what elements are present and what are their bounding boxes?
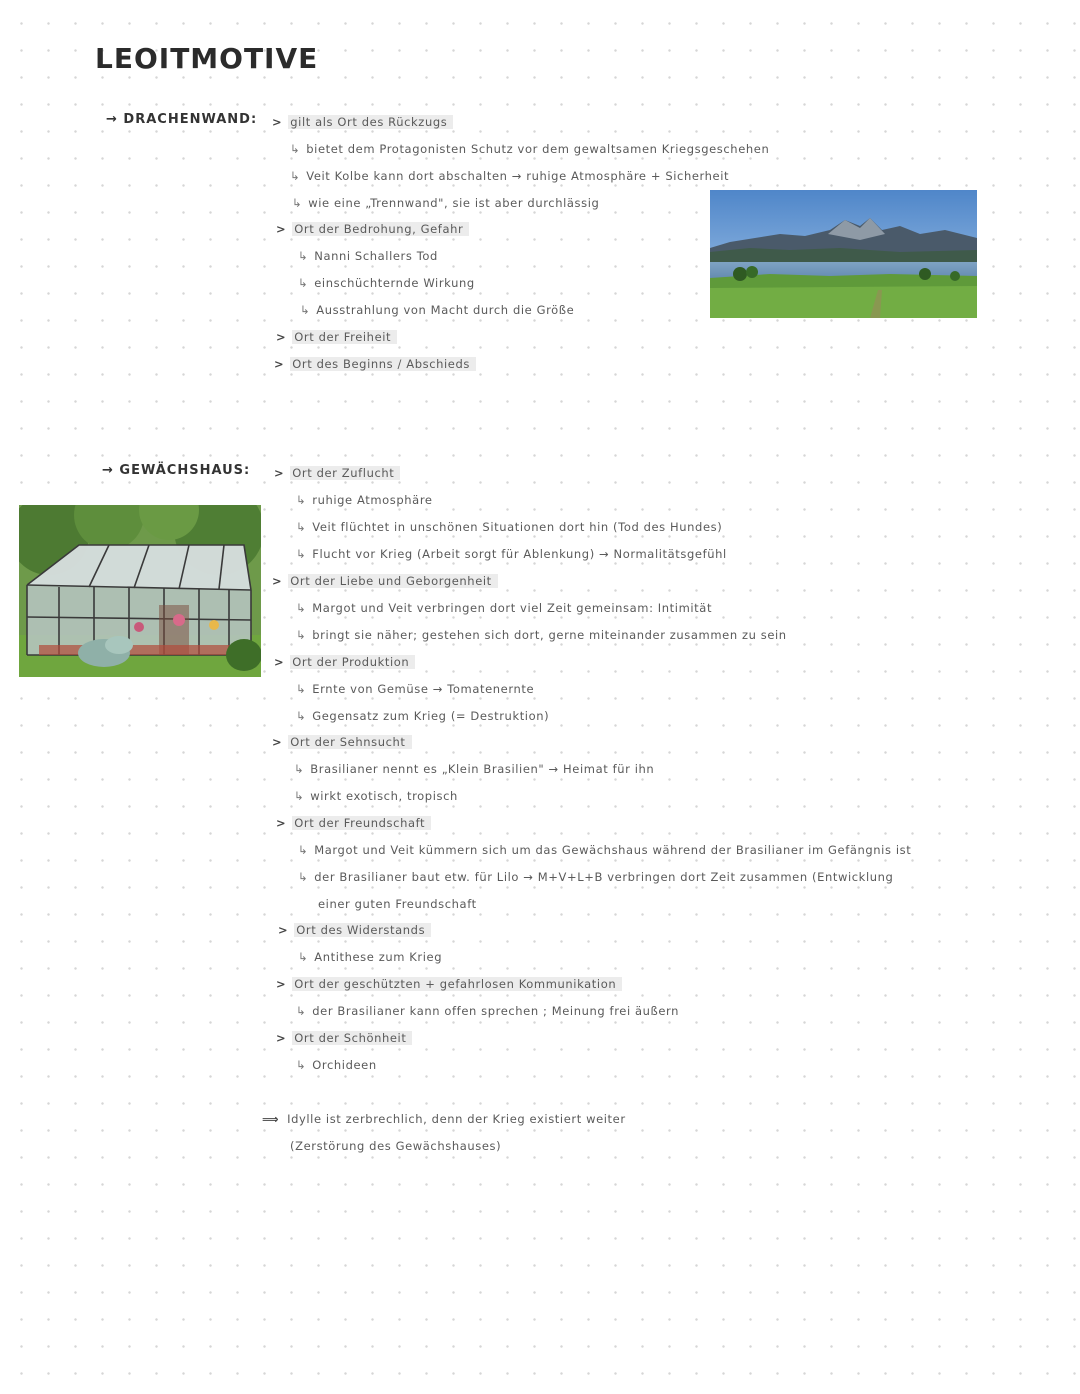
gewaechshaus-line-5 [272, 572, 498, 590]
gewaechshaus-line-text: Orchideen [312, 1058, 377, 1072]
sub-arrow-icon: ↳ [298, 950, 309, 964]
drachenwand-line-5 [276, 220, 469, 238]
gewaechshaus-line-text: der Brasilianer kann offen sprechen ; Meinung frei äußern [312, 1004, 680, 1018]
drachenwand-line-10 [274, 355, 476, 373]
gewaechshaus-line-12 [294, 760, 654, 778]
drachenwand-line-text: einschüchternde Wirkung [314, 276, 475, 290]
drachenwand-line-4 [292, 194, 599, 212]
chevron-right-icon: > [276, 222, 287, 236]
drachenwand-line-text: gilt als Ort des Rückzugs [288, 115, 453, 129]
gewaechshaus-line-1 [274, 464, 400, 482]
double-arrow-icon: ⟹ [262, 1112, 280, 1126]
gewaechshaus-line-text: Margot und Veit verbringen dort viel Zeit gemeinsam: Intimität [312, 601, 713, 615]
drachenwand-line-9 [276, 328, 397, 346]
greenhouse-photo [19, 505, 261, 677]
gewaechshaus-line-text: Ort der geschützten + gefahrlosen Kommunikation [292, 977, 622, 991]
gewaechshaus-line-text: der Brasilianer baut etw. für Lilo → M+V+L+B verbringen dort Zeit zusammen (Entwicklung [314, 870, 894, 884]
sub-arrow-icon: ↳ [298, 249, 309, 263]
gewaechshaus-line-11 [272, 733, 412, 751]
drachenwand-line-text: bietet dem Protagonisten Schutz vor dem gewaltsamen Kriegsgeschehen [306, 142, 770, 156]
gewaechshaus-line-text: bringt sie näher; gestehen sich dort, gerne miteinander zusammen zu sein [312, 628, 787, 642]
gewaechshaus-line-7 [296, 626, 787, 644]
gewaechshaus-line-text: wirkt exotisch, tropisch [310, 789, 458, 803]
sub-arrow-icon: ↳ [296, 520, 307, 534]
gewaechshaus-line-13 [294, 787, 458, 805]
sub-arrow-icon: ↳ [300, 303, 311, 317]
gewaechshaus-line-20 [276, 975, 622, 993]
sub-arrow-icon: ↳ [298, 870, 309, 884]
drachenwand-line-1 [272, 113, 453, 131]
mountain-lake-photo [710, 190, 977, 318]
sub-arrow-icon: ↳ [298, 843, 309, 857]
sub-arrow-icon: ↳ [292, 196, 303, 210]
drachenwand-line-text: Ort der Freiheit [292, 330, 397, 344]
sub-arrow-icon: ↳ [296, 493, 307, 507]
gewaechshaus-line-16 [298, 868, 893, 886]
gewaechshaus-line-text: Ort der Zuflucht [290, 466, 400, 480]
gewaechshaus-line-19 [298, 948, 442, 966]
chevron-right-icon: > [274, 466, 285, 480]
gewaechshaus-line-2 [296, 491, 433, 509]
gewaechshaus-line-text: Veit flüchtet in unschönen Situationen dort hin (Tod des Hundes) [312, 520, 723, 534]
gewaechshaus-line-text: Ernte von Gemüse → Tomatenernte [312, 682, 535, 696]
drachenwand-line-3 [290, 167, 729, 185]
gewaechshaus-line-text: Ort des Widerstands [294, 923, 431, 937]
drachenwand-line-7 [298, 274, 475, 292]
chevron-right-icon: > [276, 1031, 287, 1045]
gewaechshaus-line-text: Flucht vor Krieg (Arbeit sorgt für Ablenkung) → Normalitätsgefühl [312, 547, 727, 561]
chevron-right-icon: > [272, 574, 283, 588]
chevron-right-icon: > [272, 115, 283, 129]
sub-arrow-icon: ↳ [298, 276, 309, 290]
sub-arrow-icon: ↳ [290, 142, 301, 156]
conclusion-line-2: (Zerstörung des Gewächshauses) [290, 1139, 502, 1153]
gewaechshaus-line-17 [318, 895, 477, 913]
page-title: LEOITMOTIVE [95, 42, 319, 75]
gewaechshaus-line-text: Ort der Freundschaft [292, 816, 431, 830]
chevron-right-icon: > [276, 330, 287, 344]
section-label-drachenwand: → DRACHENWAND: [106, 112, 258, 127]
drachenwand-line-8 [300, 301, 574, 319]
drachenwand-line-text: Ausstrahlung von Macht durch die Größe [316, 303, 575, 317]
gewaechshaus-line-text: ruhige Atmosphäre [312, 493, 433, 507]
gewaechshaus-line-10 [296, 707, 549, 725]
sub-arrow-icon: ↳ [296, 547, 307, 561]
sub-arrow-icon: ↳ [296, 1004, 307, 1018]
gewaechshaus-line-text: Gegensatz zum Krieg (= Destruktion) [312, 709, 550, 723]
sub-arrow-icon: ↳ [296, 601, 307, 615]
gewaechshaus-line-text: Ort der Liebe und Geborgenheit [288, 574, 498, 588]
sub-arrow-icon: ↳ [290, 169, 301, 183]
gewaechshaus-line-4 [296, 545, 727, 563]
chevron-right-icon: > [274, 655, 285, 669]
gewaechshaus-line-15 [298, 841, 911, 859]
drachenwand-line-2 [290, 140, 769, 158]
chevron-right-icon: > [272, 735, 283, 749]
gewaechshaus-line-3 [296, 518, 722, 536]
chevron-right-icon: > [276, 816, 287, 830]
gewaechshaus-line-text: einer guten Freundschaft [318, 897, 477, 911]
drachenwand-line-text: wie eine „Trennwand", sie ist aber durchlässig [308, 196, 600, 210]
gewaechshaus-line-text: Ort der Produktion [290, 655, 415, 669]
gewaechshaus-line-23 [296, 1056, 377, 1074]
section-label-gewaechshaus: → GEWÄCHSHAUS: [102, 463, 251, 478]
conclusion-line-1 [262, 1110, 626, 1128]
chevron-right-icon: > [276, 977, 287, 991]
gewaechshaus-line-8 [274, 653, 415, 671]
gewaechshaus-line-text: Ort der Sehnsucht [288, 735, 411, 749]
gewaechshaus-line-18 [278, 921, 431, 939]
sub-arrow-icon: ↳ [294, 789, 305, 803]
gewaechshaus-line-6 [296, 599, 712, 617]
drachenwand-line-text: Nanni Schallers Tod [314, 249, 438, 263]
gewaechshaus-line-text: Margot und Veit kümmern sich um das Gewächshaus während der Brasilianer im Gefängnis ist [314, 843, 912, 857]
conclusion-text: Idylle ist zerbrechlich, denn der Krieg existiert weiter [287, 1112, 626, 1126]
sub-arrow-icon: ↳ [296, 682, 307, 696]
gewaechshaus-line-22 [276, 1029, 412, 1047]
drachenwand-line-text: Ort des Beginns / Abschieds [290, 357, 476, 371]
drachenwand-line-text: Ort der Bedrohung, Gefahr [292, 222, 469, 236]
gewaechshaus-line-text: Ort der Schönheit [292, 1031, 412, 1045]
sub-arrow-icon: ↳ [296, 628, 307, 642]
chevron-right-icon: > [278, 923, 289, 937]
gewaechshaus-line-text: Brasilianer nennt es „Klein Brasilien" → Heimat für ihn [310, 762, 655, 776]
chevron-right-icon: > [274, 357, 285, 371]
gewaechshaus-line-text: Antithese zum Krieg [314, 950, 443, 964]
gewaechshaus-line-9 [296, 680, 534, 698]
drachenwand-line-text: Veit Kolbe kann dort abschalten → ruhige Atmosphäre + Sicherheit [306, 169, 730, 183]
sub-arrow-icon: ↳ [296, 709, 307, 723]
gewaechshaus-line-21 [296, 1002, 679, 1020]
sub-arrow-icon: ↳ [294, 762, 305, 776]
gewaechshaus-line-14 [276, 814, 431, 832]
drachenwand-line-6 [298, 247, 438, 265]
sub-arrow-icon: ↳ [296, 1058, 307, 1072]
